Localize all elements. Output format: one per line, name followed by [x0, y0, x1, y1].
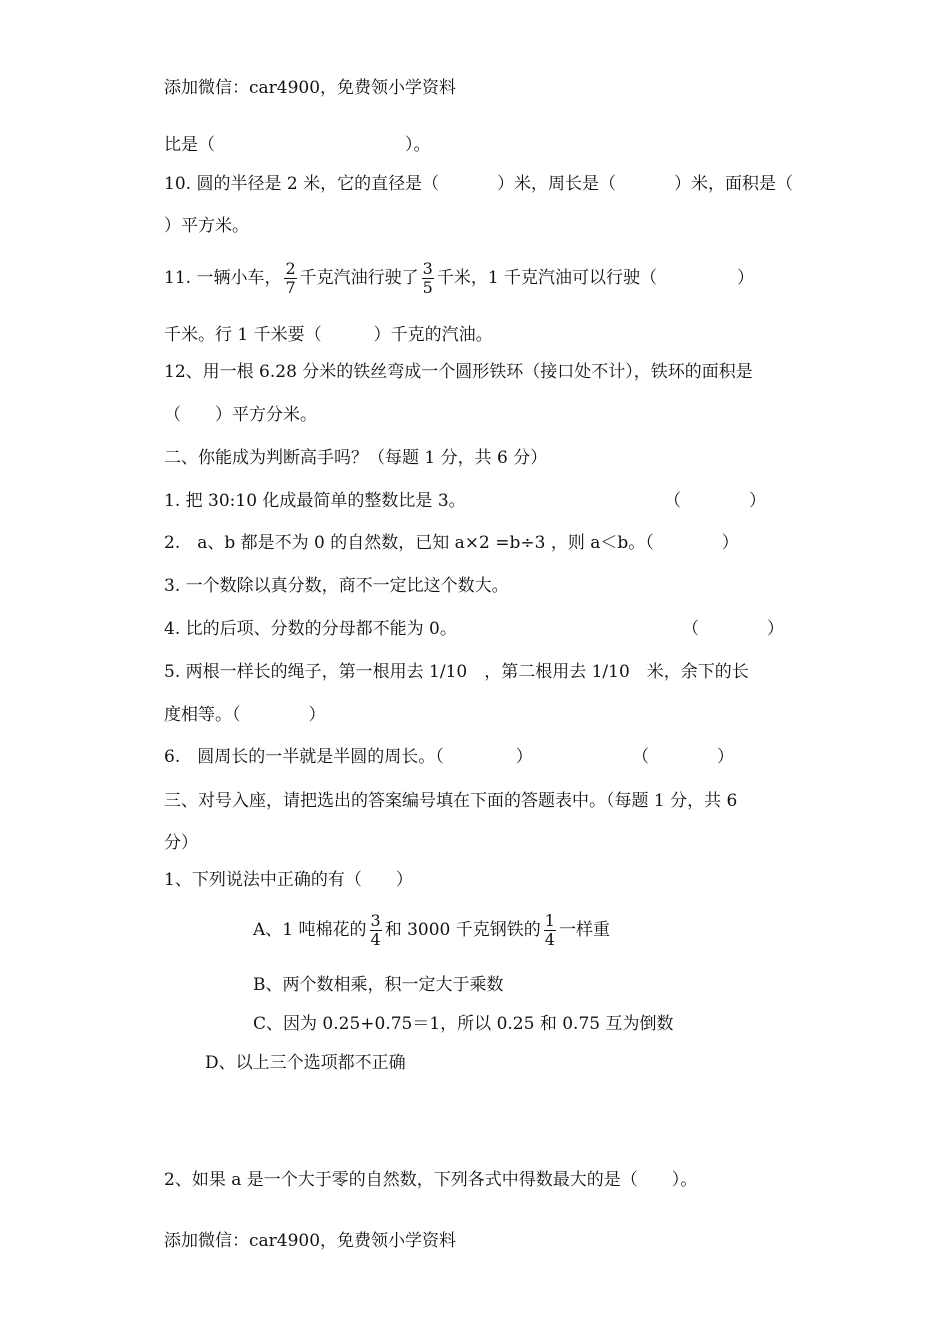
choice-q1-stem: 1、下列说法中正确的有（ ） — [164, 870, 413, 890]
question-11: 11. 一辆小车， $\frac{2}{7}$ 千克汽油行驶了 $\frac{3}{5}$ 千米，1 千克汽油可以行驶（ ） — [164, 259, 755, 297]
question-10-line2: ）平方米。 — [164, 216, 249, 236]
header-watermark: 添加微信：car4900，免费领小学资料 — [164, 78, 457, 98]
judge-item-1: 1. 把 30:10 化成最简单的整数比是 3。 （ ） — [164, 491, 766, 511]
choice-q1-option-c: C、因为 0.25+0.75＝1，所以 0.25 和 0.75 互为倒数 — [253, 1014, 674, 1034]
choice-q1-option-b: B、两个数相乘，积一定大于乘数 — [253, 975, 504, 995]
judge-item-4: 4. 比的后项、分数的分母都不能为 0。 （ ） — [164, 619, 784, 639]
section-2-title: 二、你能成为判断高手吗？（每题 1 分，共 6 分） — [164, 448, 548, 468]
q9-tail: 比是（ ）。 — [164, 135, 431, 155]
choice-q2-stem: 2、如果 a 是一个大于零的自然数，下列各式中得数最大的是（ ）。 — [164, 1170, 698, 1190]
section-3-title: 三、对号入座，请把选出的答案编号填在下面的答题表中。（每题 1 分，共 6 — [164, 791, 738, 811]
judge-item-2: 2. a、b 都是不为 0 的自然数，已知 a×2 =b÷3 ，则 a＜b。（ ） — [164, 533, 739, 553]
question-11-line2: 千米。行 1 千米要（ ）千克的汽油。 — [164, 325, 493, 345]
judge-item-6: 6. 圆周长的一半就是半圆的周长。（ ） （ ） — [164, 747, 734, 767]
question-10: 10. 圆的半径是 2 米，它的直径是（ ）米，周长是（ ）米，面积是（ — [164, 174, 794, 194]
section-3-title-line2: 分） — [164, 833, 198, 853]
fraction-1-4: $\frac{1}{4}$ — [544, 911, 555, 949]
fraction-2-7: $\frac{2}{7}$ — [285, 259, 296, 297]
question-12: 12、用一根 6.28 分米的铁丝弯成一个圆形铁环（接口处不计），铁环的面积是 — [164, 362, 753, 382]
choice-q1-option-d: D、以上三个选项都不正确 — [205, 1053, 406, 1073]
judge-item-3: 3. 一个数除以真分数，商不一定比这个数大。 — [164, 576, 509, 596]
fraction-3-4: $\frac{3}{4}$ — [370, 911, 381, 949]
judge-item-5-line2: 度相等。（ ） — [164, 705, 326, 725]
choice-q1-option-a: A、1 吨棉花的 $\frac{3}{4}$ 和 3000 千克钢铁的 $\frac{1}{4}$ 一样重 — [253, 911, 610, 949]
footer-watermark: 添加微信：car4900，免费领小学资料 — [164, 1231, 457, 1251]
judge-item-5: 5. 两根一样长的绳子，第一根用去 1/10 ，第二根用去 1/10 米，余下的长 — [164, 662, 749, 682]
question-12-line2: （ ）平方分米。 — [164, 405, 317, 425]
fraction-3-5: $\frac{3}{5}$ — [422, 259, 433, 297]
